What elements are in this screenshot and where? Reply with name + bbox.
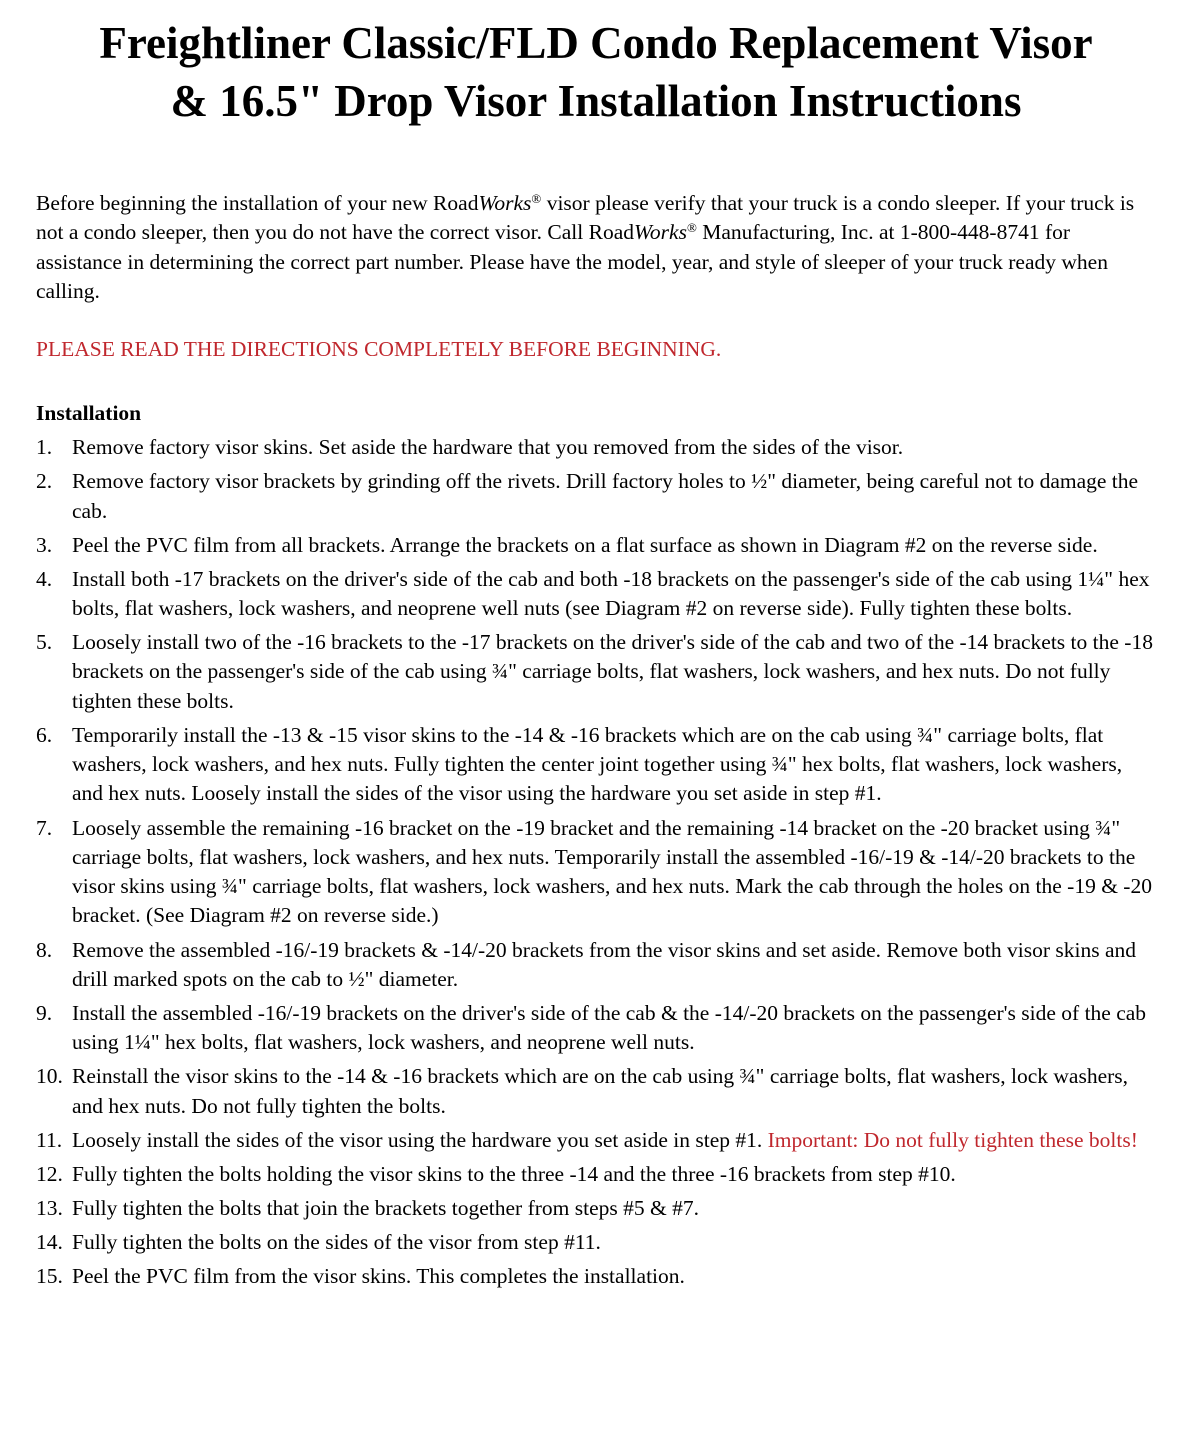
step-item	[36, 467, 1156, 526]
step-item	[36, 1062, 1156, 1121]
step-text	[72, 1126, 1156, 1155]
registered-mark: ®	[686, 220, 697, 236]
step-text-body: Remove factory visor brackets by grinding off the rivets. Drill factory holes to ½" diameter, being careful not to damage the cab.	[72, 469, 1139, 523]
title-line-2: & 16.5" Drop Visor Installation Instructions	[170, 76, 1022, 126]
step-text	[72, 1160, 1156, 1189]
step-text-body: Temporarily install the -13 & -15 visor skins to the -14 & -16 brackets which are on the cab using ¾" carriage bolts, flat washers, lock washers, and hex nuts. Fully tighten the center joint together using ¾" hex bolts, flat washers, lock washers, and hex nuts. Loosely install the sides of the visor using the hardware you set aside in step #1.	[72, 722, 1123, 806]
step-text	[72, 1228, 1156, 1257]
brand-italic: Works	[634, 220, 687, 245]
important-note: Important: Do not fully tighten these bolts!	[767, 1127, 1138, 1152]
step-number: 1.	[36, 435, 53, 460]
step-text-body: Install both -17 brackets on the driver's side of the cab and both -18 brackets on the passenger's side of the cab using 1¼" hex bolts, flat washers, lock washers, and neoprene well nuts (see Diagram #2 on reverse side). Fully tighten these bolts.	[72, 566, 1150, 621]
step-text-body: Peel the PVC film from all brackets. Arrange the brackets on a flat surface as shown in Diagram #2 on the reverse side.	[72, 532, 1098, 557]
step-number: 7.	[36, 815, 53, 840]
step-text	[72, 936, 1156, 995]
page-title	[36, 0, 1156, 130]
title-line-1: Freightliner Classic/FLD Condo Replacement Visor	[99, 18, 1093, 68]
step-text	[72, 565, 1156, 624]
step-number: 11.	[36, 1127, 63, 1152]
step-text-body: Install the assembled -16/-19 brackets on the driver's side of the cab & the -14/-20 brackets on the passenger's side of the cab using 1¼" hex bolts, flat washers, lock washers, and neoprene well nuts.	[72, 1000, 1147, 1055]
step-item	[36, 565, 1156, 624]
step-text	[72, 467, 1156, 526]
step-item	[36, 433, 1156, 462]
brand-italic: Works	[478, 191, 532, 215]
step-number: 13.	[36, 1195, 63, 1220]
step-text-body: Fully tighten the bolts that join the brackets together from steps #5 & #7.	[72, 1195, 699, 1220]
step-text	[72, 999, 1156, 1058]
step-item	[36, 1126, 1156, 1155]
step-item	[36, 1262, 1156, 1291]
step-text-body: Peel the PVC film from the visor skins. This completes the installation.	[72, 1264, 685, 1289]
step-number: 10.	[36, 1064, 63, 1089]
step-number: 9.	[36, 1000, 53, 1025]
step-text	[72, 814, 1156, 931]
step-item	[36, 814, 1156, 931]
step-item	[36, 721, 1156, 809]
step-text-body: Remove the assembled -16/-19 brackets & -14/-20 brackets from the visor skins and set aside. Remove both visor skins and drill marked spots on the cab to ½" diameter.	[72, 937, 1137, 991]
step-text-body: Loosely install the sides of the visor using the hardware you set aside in step #1.	[72, 1127, 768, 1152]
step-item	[36, 1194, 1156, 1223]
step-number: 6.	[36, 722, 53, 747]
step-number: 5.	[36, 630, 53, 655]
registered-mark: ®	[531, 190, 542, 206]
step-text	[72, 628, 1156, 716]
step-number: 4.	[36, 566, 53, 591]
step-text	[72, 721, 1156, 809]
step-number: 15.	[36, 1264, 63, 1289]
step-text	[72, 1062, 1156, 1121]
step-text-body: Fully tighten the bolts on the sides of the visor from step #11.	[72, 1229, 601, 1254]
step-text	[72, 1262, 1156, 1291]
step-text	[72, 1194, 1156, 1223]
step-text-body: Loosely assemble the remaining -16 bracket on the -19 bracket and the remaining -14 bracket on the -20 bracket using ¾" carriage bolts, flat washers, lock washers, and hex nuts. Temporarily install the assembled -16/-19 & -14/-20 brackets to the visor skins using ¾" carriage bolts, flat washers, lock washers, and hex nuts. Mark the cab through the holes on the -19 & -20 bracket. (See Diagram #2 on reverse side.)	[72, 815, 1152, 928]
step-text-body: Reinstall the visor skins to the -14 & -16 brackets which are on the cab using ¾" carriage bolts, flat washers, lock washers, and hex nuts. Do not fully tighten the bolts.	[72, 1064, 1129, 1118]
section-heading-installation: Installation	[36, 401, 142, 426]
step-item	[36, 1160, 1156, 1189]
step-number: 12.	[36, 1161, 63, 1186]
step-text-body: Fully tighten the bolts holding the visor skins to the three -14 and the three -16 brackets from step #10.	[72, 1161, 956, 1186]
step-item	[36, 999, 1156, 1058]
step-item	[36, 1228, 1156, 1257]
intro-paragraph: Before beginning the installation of your new RoadWorks® visor please verify that your truck is a condo sleeper. If your truck is not a condo sleeper, then you do not have the correct visor. Call RoadWorks® Manufacturing, Inc. at 1-800-448-8741 for assistance in determining the correct part number. Please have the model, year, and style of sleeper of your truck ready when calling.	[36, 190, 1135, 303]
step-number: 3.	[36, 532, 53, 557]
step-item	[36, 936, 1156, 995]
warning-notice: PLEASE READ THE DIRECTIONS COMPLETELY BEFORE BEGINNING.	[36, 337, 722, 362]
step-number: 2.	[36, 469, 53, 494]
installation-steps-list	[36, 433, 1156, 1291]
step-item	[36, 531, 1156, 560]
step-number: 14.	[36, 1229, 63, 1254]
step-text	[72, 531, 1156, 560]
step-text-body: Remove factory visor skins. Set aside the hardware that you removed from the sides of the visor.	[72, 435, 904, 460]
step-item	[36, 628, 1156, 716]
step-text	[72, 433, 1156, 462]
step-text-body: Loosely install two of the -16 brackets to the -17 brackets on the driver's side of the cab and two of the -14 brackets to the -18 brackets on the passenger's side of the cab using ¾" carriage bolts, flat washers, lock washers, and hex nuts. Do not fully tighten these bolts.	[72, 630, 1153, 713]
step-number: 8.	[36, 937, 53, 962]
